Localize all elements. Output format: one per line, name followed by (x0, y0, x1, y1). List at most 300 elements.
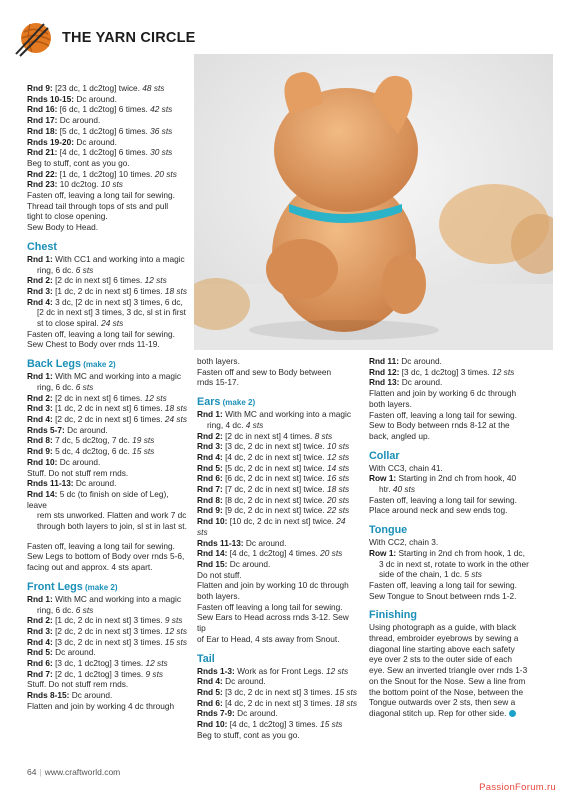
instruction-continuation: htr. (379, 484, 393, 495)
instruction-text: of Ear to Head, 4 sts away from Snout. (197, 633, 340, 644)
round-label: Rnd 13: (369, 377, 400, 388)
instruction-line (27, 201, 190, 212)
section-heading (369, 524, 530, 537)
page-number: 64 (27, 767, 37, 777)
instruction-text: Fasten off, leaving a long tail for sewing. (369, 409, 517, 420)
section-heading (369, 609, 530, 622)
instruction-line (197, 452, 358, 463)
instruction-continuation: ring, 6 dc. (37, 381, 76, 392)
round-label: Rnd 1: (27, 371, 53, 382)
stitch-count: 16 sts (327, 473, 350, 484)
instruction-text: Work as for Front Legs. (234, 665, 326, 676)
stitch-count: 15 sts (164, 636, 188, 647)
instruction-line (27, 83, 190, 94)
instruction-line (369, 484, 530, 495)
instruction-text: [2 dc in next st] 4 times. (222, 430, 315, 441)
round-label: Rnd 14: (27, 488, 58, 499)
instruction-line (369, 559, 530, 570)
instruction-text: [5 dc, 2 dc in next st] twice. (222, 462, 328, 473)
instruction-line (27, 137, 190, 148)
instruction-line (197, 441, 358, 452)
magazine-section-title: THE YARN CIRCLE (62, 30, 196, 46)
instruction-line (197, 730, 358, 741)
instruction-line (369, 591, 530, 602)
instruction-line (369, 548, 530, 559)
instruction-text: thread, embroider eyebrows by sewing a (369, 633, 519, 644)
instruction-text: the bottom point of the Nose, between the (369, 686, 524, 697)
stitch-count: 6 sts (75, 604, 94, 615)
round-label: Row 1: (369, 473, 397, 484)
instruction-line (197, 634, 358, 645)
instruction-line (27, 510, 190, 521)
instruction-line (369, 654, 530, 665)
instruction-text: With MC and working into a magic (222, 409, 352, 420)
round-label: Rnd 1: (197, 409, 223, 420)
round-label: Rnd 8: (197, 494, 223, 505)
instruction-line (197, 431, 358, 442)
instruction-text: Fasten off, leaving a long tail for sewing. (369, 494, 517, 505)
instruction-text: Dc around. (52, 647, 96, 658)
instruction-line (27, 339, 190, 350)
stitch-count: 42 sts (150, 104, 173, 115)
instruction-line (369, 633, 530, 644)
instruction-line (27, 94, 190, 105)
instruction-continuation: 3 dc in next st, rotate to work in the other (379, 558, 529, 569)
stitch-count: 6 sts (75, 381, 94, 392)
stitch-count: 24 sts (101, 318, 124, 329)
instruction-text: [3 dc, 1 dc2tog] 3 times. (399, 366, 493, 377)
instruction-line (197, 602, 358, 613)
instruction-text: Stuff. Do not stuff rem rnds. (27, 679, 129, 690)
stitch-count: 40 sts (392, 484, 415, 495)
instruction-line (369, 410, 530, 421)
stitch-count: 4 sts (245, 419, 264, 430)
stitch-count: 12 sts (492, 366, 515, 377)
instruction-text: Fasten off, leaving a long tail for sewing. (27, 540, 175, 551)
round-label: Rnd 10: (197, 516, 228, 527)
stitch-count: 24 sts (164, 413, 188, 424)
stitch-count: 18 sts (164, 403, 188, 414)
footer-website-link[interactable]: www.craftworld.com (44, 767, 121, 777)
end-of-article-icon (509, 710, 516, 717)
stitch-count: 18 sts (334, 697, 358, 708)
round-label: Rnd 2: (27, 615, 53, 626)
instruction-line (197, 484, 358, 495)
instruction-text: Dc around. (243, 537, 287, 548)
instruction-line (197, 505, 358, 516)
round-label: Rnds 19-20: (27, 136, 75, 147)
stitch-count: 19 sts (132, 435, 155, 446)
round-label: Rnd 1: (27, 253, 53, 264)
instruction-text: Dc around. (222, 676, 266, 687)
instruction-text: eye over 2 sts to the outer side of each (369, 654, 512, 665)
instruction-line (197, 377, 358, 388)
instruction-text: [2 dc, 1 dc2tog] 3 times. (52, 668, 146, 679)
round-label: Rnd 3: (27, 403, 53, 414)
instruction-continuation: rem sts unworked. Flatten and work 7 dc (37, 510, 187, 521)
instruction-line (369, 708, 530, 719)
stitch-count: 36 sts (150, 125, 173, 136)
section-heading (197, 396, 358, 409)
instruction-line (369, 505, 530, 516)
instruction-line (369, 537, 530, 548)
instruction-text: [6 dc, 2 dc in next st] twice. (222, 473, 328, 484)
instruction-line (27, 371, 190, 382)
instruction-continuation: [2 dc in next st] 3 times, 3 dc, sl st in first (37, 307, 186, 318)
instruction-continuation: ring, 6 dc. (37, 264, 76, 275)
section-heading-text: Front Legs (27, 580, 83, 593)
instruction-line (27, 701, 190, 712)
instruction-line (27, 605, 190, 616)
instruction-text: Fasten off and sew to Body between (197, 366, 332, 377)
instruction-text: facing out and approx. 4 sts apart. (27, 562, 153, 573)
round-label: Rnd 3: (27, 625, 53, 636)
instruction-line (197, 719, 358, 730)
instruction-line (369, 420, 530, 431)
instruction-text: [3 dc, 2 dc in next st] twice. (222, 441, 328, 452)
instruction-line (27, 425, 190, 436)
instruction-text: on the Snout for the Nose. Sew a line from (369, 675, 526, 686)
instruction-line (27, 637, 190, 648)
stitch-count: 24 sts (197, 516, 346, 537)
instruction-text: [4 dc, 2 dc in next st] 3 times. (222, 697, 335, 708)
instruction-text: Dc around. (64, 424, 108, 435)
instruction-text: Stuff. Do not stuff rem rnds. (27, 467, 129, 478)
instruction-continuation: ring, 4 dc. (207, 419, 246, 430)
stitch-count: 8 sts (314, 430, 333, 441)
instruction-text: Dc around. (234, 708, 278, 719)
instruction-line (197, 548, 358, 559)
stitch-count: 10 sts (100, 179, 123, 190)
instruction-continuation: side of the chain, 1 dc. (379, 569, 465, 580)
instruction-line (369, 463, 530, 474)
round-label: Rnd 7: (27, 668, 53, 679)
instruction-line (27, 435, 190, 446)
section-heading-text: Ears (197, 396, 221, 409)
stitch-count: 14 sts (327, 462, 350, 473)
instruction-line (27, 286, 190, 297)
stitch-count: 6 sts (75, 264, 94, 275)
instruction-line (197, 698, 358, 709)
round-label: Rnds 7-9: (197, 708, 235, 719)
stitch-count: 12 sts (145, 658, 168, 669)
round-label: Rnd 6: (27, 658, 53, 669)
instruction-text: tight to close opening. (27, 211, 108, 222)
round-label: Rnd 3: (197, 441, 223, 452)
instruction-text: [1 dc, 2 dc in next st] 6 times. (52, 403, 165, 414)
instruction-text: [10 dc, 2 dc in next st] twice. (227, 516, 337, 527)
stitch-count: 20 sts (154, 168, 177, 179)
round-label: Rnd 8: (27, 435, 53, 446)
instruction-text: diagonal line starting above each safety (369, 643, 515, 654)
instruction-line (27, 562, 190, 573)
section-heading-text: Back Legs (27, 358, 82, 371)
instruction-line (27, 679, 190, 690)
instruction-text: eye. Sew an inverted triangle over rnds 1-3 (369, 665, 528, 676)
stitch-count: 10 sts (327, 441, 350, 452)
instruction-line (27, 690, 190, 701)
instruction-text: Flatten and join by working 4 dc through (27, 700, 175, 711)
round-label: Rnd 17: (27, 115, 58, 126)
instruction-text: Dc around. (57, 456, 101, 467)
instruction-text: [4 dc, 2 dc in next st] twice. (222, 451, 328, 462)
stitch-count: 12 sts (144, 392, 167, 403)
stitch-count: 20 sts (327, 494, 350, 505)
instruction-line (27, 626, 190, 637)
watermark: PassionForum.ru (479, 782, 556, 793)
instruction-text: Beg to stuff, cont as you go. (27, 157, 130, 168)
section-heading (27, 358, 190, 371)
round-label: Rnds 11-13: (27, 478, 74, 489)
instruction-text: [3 dc, 2 dc in next st] 3 times. (222, 686, 335, 697)
stitch-count: 15 sts (320, 719, 343, 730)
instruction-text: diagonal stitch up. Rep for other side. (369, 707, 507, 718)
round-label: Rnd 7: (197, 484, 223, 495)
instruction-line (197, 356, 358, 367)
round-label: Rnd 3: (27, 285, 53, 296)
stitch-count: 15 sts (334, 686, 358, 697)
stitch-count: 9 sts (145, 668, 164, 679)
round-label: Rnd 11: (369, 356, 399, 366)
instruction-text: [8 dc, 2 dc in next st] twice. (222, 494, 328, 505)
instruction-line (369, 687, 530, 698)
instruction-text: Dc around. (227, 558, 271, 569)
section-heading-text: Tail (197, 652, 215, 665)
instruction-text: both layers. (197, 356, 240, 366)
round-label: Rnds 5-7: (27, 424, 65, 435)
instruction-line (197, 420, 358, 431)
instruction-line (27, 541, 190, 552)
instruction-text: Dc around. (399, 377, 443, 388)
round-label: Rnd 4: (27, 413, 53, 424)
instruction-text: Tongue outwards over 2 sts, then sew a (369, 697, 516, 708)
paragraph-gap (27, 532, 190, 541)
instruction-text: With CC3, chain 41. (369, 462, 443, 473)
instruction-line (27, 658, 190, 669)
section-heading (197, 653, 358, 666)
stitch-count: 20 sts (320, 548, 343, 559)
instruction-line (197, 495, 358, 506)
instruction-line (197, 687, 358, 698)
instruction-line (27, 393, 190, 404)
instruction-line (27, 615, 190, 626)
stitch-count: 22 sts (327, 505, 350, 516)
instruction-line (197, 473, 358, 484)
instruction-line (369, 356, 530, 367)
round-label: Rnd 9: (197, 505, 223, 516)
stitch-count: 12 sts (327, 451, 350, 462)
instruction-text: Fasten off leaving a long tail for sewing. (197, 601, 343, 612)
stitch-count: 5 sts (464, 569, 482, 580)
section-heading-text: Tongue (369, 524, 408, 537)
column-right (369, 356, 530, 719)
section-heading-note: (make 2) (81, 360, 116, 370)
instruction-text: [4 dc, 1 dc2tog] 6 times. (57, 147, 151, 158)
round-label: Rnd 21: (27, 147, 58, 158)
round-label: Rnd 5: (27, 647, 53, 658)
instruction-text: Sew Tongue to Snout between rnds 1-2. (369, 590, 517, 601)
instruction-line (27, 551, 190, 562)
instruction-text: Sew to Body between rnds 8-12 at the (369, 420, 510, 431)
instruction-text: 5 dc (to finish on side of Leg), leave (27, 488, 169, 510)
instruction-line (369, 473, 530, 484)
instruction-line (27, 265, 190, 276)
instruction-line (27, 169, 190, 180)
page-header (14, 16, 196, 60)
instruction-line (197, 463, 358, 474)
instruction-text: [6 dc, 1 dc2tog] 6 times. (57, 104, 151, 115)
instruction-line (197, 409, 358, 420)
instruction-line (27, 594, 190, 605)
instruction-text: [5 dc, 1 dc2tog] 6 times. (57, 125, 151, 136)
instruction-text: rnds 15-17. (197, 377, 239, 388)
instruction-text: Fasten off, leaving a long tail for sewing. (369, 579, 517, 590)
section-heading-note: (make 2) (220, 398, 256, 408)
instruction-text: both layers. (197, 591, 240, 602)
round-label: Rnd 12: (369, 366, 400, 377)
instruction-line (27, 115, 190, 126)
instruction-text: [1 dc, 2 dc in next st] 3 times. (52, 615, 165, 626)
instruction-continuation: st to close spiral. (37, 318, 102, 329)
stitch-count: 15 sts (132, 446, 155, 457)
instruction-line (27, 457, 190, 468)
instruction-line (27, 179, 190, 190)
instruction-text: [23 dc, 1 dc2tog] twice. (52, 83, 143, 93)
instruction-text: Thread tail through tops of sts and pull (27, 200, 169, 211)
section-heading-note: (make 2) (82, 582, 118, 592)
instruction-line (27, 647, 190, 658)
stitch-count: 30 sts (150, 147, 173, 158)
instruction-text: Dc around. (69, 690, 113, 701)
instruction-line (27, 521, 190, 532)
round-label: Rnd 5: (197, 462, 223, 473)
instruction-line (369, 644, 530, 655)
instruction-text: Dc around. (73, 478, 117, 489)
instruction-line (197, 676, 358, 687)
round-label: Rnd 4: (27, 296, 53, 307)
instruction-text: [2 dc in next st] 6 times. (52, 392, 145, 403)
instruction-text: Fasten off, leaving a long tail for sewing. (27, 328, 175, 339)
instruction-text: Sew Chest to Body over rnds 11-19. (27, 339, 160, 350)
instruction-text: With MC and working into a magic (52, 593, 182, 604)
round-label: Row 1: (369, 547, 397, 558)
instruction-text: [2 dc in next st] 6 times. (52, 275, 145, 286)
instruction-line (27, 329, 190, 340)
round-label: Rnd 2: (27, 392, 53, 403)
instruction-text: both layers. (369, 398, 412, 409)
instruction-line (369, 676, 530, 687)
round-label: Rnd 4: (27, 636, 53, 647)
round-label: Rnd 9: (27, 83, 53, 93)
instruction-line (369, 431, 530, 442)
round-label: Rnds 8-15: (27, 690, 70, 701)
instruction-line (27, 158, 190, 169)
section-heading-text: Collar (369, 449, 400, 462)
instruction-line (197, 367, 358, 378)
instruction-text: Sew Legs to bottom of Body over rnds 5-6, (27, 551, 185, 562)
instruction-text: [7 dc, 2 dc in next st] twice. (222, 484, 328, 495)
instruction-line (27, 669, 190, 680)
instruction-text: Dc around. (74, 93, 117, 104)
instruction-line (369, 697, 530, 708)
yarn-ball-logo-icon (14, 18, 54, 58)
instruction-text: [1 dc, 1 dc2tog] 10 times. (57, 168, 155, 179)
instruction-line (27, 104, 190, 115)
instruction-text: back, angled up. (369, 430, 430, 441)
instruction-line (197, 612, 358, 633)
instruction-line (197, 708, 358, 719)
section-heading (369, 450, 530, 463)
instruction-text: With MC and working into a magic (52, 371, 182, 382)
stitch-count: 48 sts (142, 83, 165, 93)
instruction-line (27, 489, 190, 510)
stitch-count: 18 sts (327, 484, 350, 495)
instruction-text: 5 dc, 4 dc2tog, 6 dc. (52, 446, 133, 457)
instruction-line (27, 222, 190, 233)
column-left (27, 83, 190, 712)
instruction-line (369, 580, 530, 591)
instruction-line (27, 254, 190, 265)
instruction-line (369, 399, 530, 410)
instruction-text: 3 dc, [2 dc in next st] 3 times, 6 dc, (52, 296, 183, 307)
instruction-line (369, 367, 530, 378)
instruction-line (369, 569, 530, 580)
instruction-line (27, 478, 190, 489)
section-heading-text: Finishing (369, 609, 417, 622)
instruction-line (27, 468, 190, 479)
instruction-text: 10 dc2tog. (57, 179, 101, 190)
instruction-line (27, 414, 190, 425)
instruction-text: Starting in 2nd ch from hook, 1 dc, (396, 547, 525, 558)
round-label: Rnd 23: (27, 179, 58, 190)
instruction-text: Flatten and join by working 6 dc through (369, 388, 517, 399)
instruction-line (197, 559, 358, 570)
instruction-line (197, 580, 358, 591)
instruction-line (197, 538, 358, 549)
instruction-line (197, 570, 358, 581)
round-label: Rnd 4: (197, 676, 223, 687)
round-label: Rnd 1: (27, 593, 53, 604)
instruction-continuation: through both layers to join, sl st in last st. (37, 521, 187, 532)
round-label: Rnd 18: (27, 125, 58, 136)
round-label: Rnd 6: (197, 697, 223, 708)
instruction-line (369, 495, 530, 506)
stitch-count: 9 sts (164, 615, 183, 626)
instruction-text: With CC1 and working into a magic (52, 253, 185, 264)
instruction-text: Dc around. (74, 136, 117, 147)
instruction-line (27, 382, 190, 393)
instruction-text: Dc around. (57, 115, 101, 126)
instruction-text: Starting in 2nd ch from hook, 40 (396, 473, 517, 484)
round-label: Rnd 10: (197, 719, 228, 730)
section-heading (27, 241, 190, 254)
stitch-count: 12 sts (144, 275, 167, 286)
instruction-line (27, 297, 190, 308)
instruction-text: [1 dc, 2 dc in next st] 6 times. (52, 285, 165, 296)
round-label: Rnd 22: (27, 168, 58, 179)
round-label: Rnd 9: (27, 446, 53, 457)
round-label: Rnd 2: (197, 430, 223, 441)
instruction-text: Dc around. (398, 356, 442, 366)
round-label: Rnd 15: (197, 558, 228, 569)
instruction-line (197, 666, 358, 677)
instruction-line (27, 275, 190, 286)
instruction-line (197, 591, 358, 602)
stitch-count: 12 sts (164, 625, 188, 636)
instruction-text: [9 dc, 2 dc in next st] twice. (222, 505, 328, 516)
round-label: Rnds 11-13: (197, 537, 244, 548)
instruction-text: With CC2, chain 3. (369, 537, 439, 548)
